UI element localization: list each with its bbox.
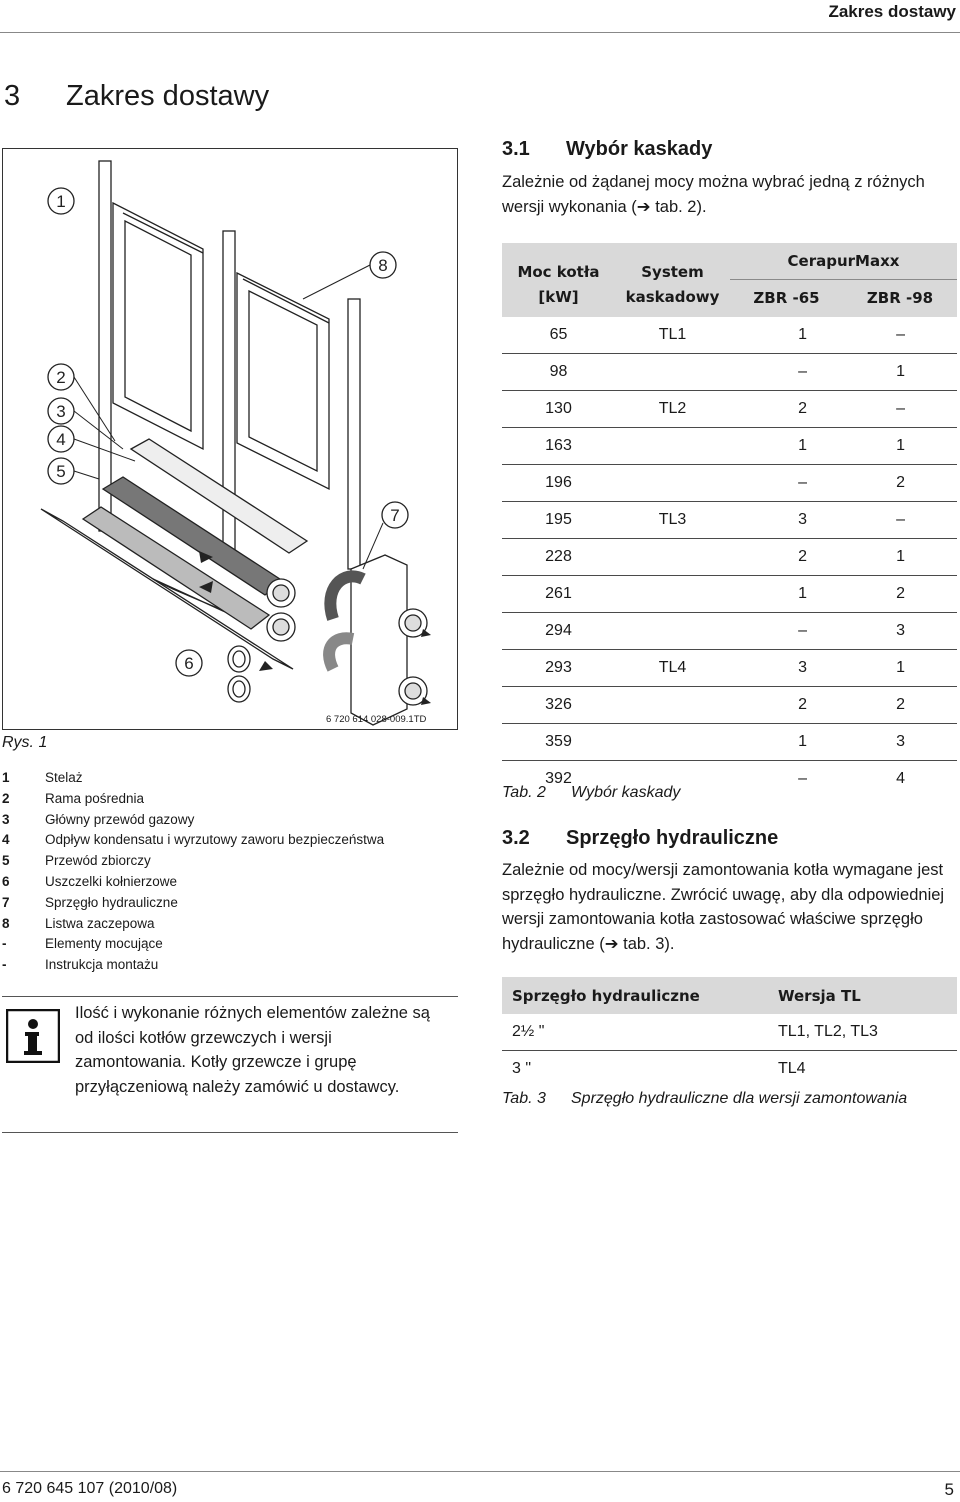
table-row: [502, 539, 957, 576]
legend-key: 5: [2, 853, 10, 869]
cell-power: 293: [502, 650, 615, 687]
info-icon: [6, 1009, 60, 1063]
legend-key: -: [2, 957, 7, 973]
cell-zbr65: 1: [730, 724, 843, 761]
subsection-heading-cascade: [502, 138, 712, 161]
cell-zbr98: 2: [843, 576, 957, 613]
legend-key: -: [2, 936, 7, 952]
cell-system: [615, 613, 730, 650]
cell-zbr65: 3: [730, 650, 843, 687]
cell-system: [615, 539, 730, 576]
legend-item: [2, 810, 384, 831]
footer-rule: [0, 1471, 960, 1472]
cell-system: TL2: [615, 391, 730, 428]
legend-text: Główny przewód gazowy: [45, 811, 195, 827]
callout-8: 8: [378, 256, 388, 275]
coupler-table: [502, 977, 957, 1087]
cell-zbr65: –: [730, 354, 843, 391]
cell-zbr65: –: [798, 770, 807, 787]
callout-2: 2: [56, 368, 66, 387]
cell-coupler: 3 ": [512, 1060, 532, 1077]
table-row: [502, 1014, 957, 1051]
table-row: [502, 576, 957, 613]
legend-item: [2, 914, 384, 935]
section-number: 3: [4, 80, 21, 112]
note-top-rule: [2, 996, 458, 997]
col-header-system-line1: System: [641, 263, 704, 281]
cell-zbr98: 2: [843, 465, 957, 502]
cell-power: 163: [502, 428, 615, 465]
cell-zbr65: 2: [730, 391, 843, 428]
table-row: [502, 428, 957, 465]
cell-zbr65: 1: [730, 576, 843, 613]
section-heading: [4, 80, 269, 113]
note-bottom-rule: [2, 1132, 458, 1133]
cell-zbr98: 4: [896, 770, 905, 787]
table-row: [502, 317, 957, 354]
legend-text: Elementy mocujące: [45, 936, 163, 952]
cell-zbr98: 3: [843, 724, 957, 761]
legend-key: 7: [2, 894, 10, 910]
cell-power: 130: [502, 391, 615, 428]
cell-zbr98: 3: [843, 613, 957, 650]
legend-key: 6: [2, 873, 10, 889]
subsection-title: Sprzęgło hydrauliczne: [566, 827, 779, 849]
table-row: [502, 613, 957, 650]
figure-code: 6 720 614 028-009.1TD: [326, 714, 427, 725]
table-row: [502, 724, 957, 761]
cell-power: 98: [502, 354, 615, 391]
legend-text: Odpływ kondensatu i wyrzutowy zaworu bezpieczeństwa: [45, 832, 385, 848]
callout-4: 4: [56, 430, 66, 449]
figure-legend: [2, 768, 384, 976]
cell-power: 294: [502, 613, 615, 650]
legend-text: Rama pośrednia: [45, 790, 145, 806]
cell-zbr65: –: [730, 465, 843, 502]
table3-caption-label: Tab. 3: [502, 1090, 546, 1107]
legend-item: [2, 893, 384, 914]
table-row: [502, 354, 957, 391]
cell-system: [615, 354, 730, 391]
legend-item: [2, 955, 384, 976]
callout-3: 3: [56, 402, 66, 421]
cell-zbr65: –: [730, 613, 843, 650]
cell-system: TL4: [615, 650, 730, 687]
header-rule: [0, 32, 960, 33]
subsection-number: 3.2: [502, 827, 530, 849]
table3-caption-text: Sprzęgło hydrauliczne dla wersji zamontowania: [571, 1090, 908, 1107]
cell-power: 326: [502, 687, 615, 724]
table-row: [502, 465, 957, 502]
col-header-zbr65: ZBR -65: [730, 279, 843, 317]
callout-5: 5: [56, 462, 66, 481]
legend-item: [2, 934, 384, 955]
table2-caption-text: Wybór kaskady: [571, 784, 681, 801]
assembly-illustration: [3, 149, 457, 729]
legend-text: Sprzęgło hydrauliczne: [45, 894, 178, 910]
callout-7: 7: [390, 506, 400, 525]
cascade-intro-text: Zależnie od żądanej mocy można wybrać jedną z różnych wersji wykonania (➔ tab. 2).: [502, 173, 925, 216]
legend-text: Instrukcja montażu: [45, 957, 159, 973]
legend-text: Stelaż: [45, 770, 83, 785]
legend-item: [2, 851, 384, 872]
coupler-intro-text: Zależnie od mocy/wersji zamontowania kotła wymagane jest sprzęgło hydrauliczne. Zwrócić uwagę, aby dla odpowiedniej wersji zamontowania kotła zastosować właściwe sprzęgło hydrauliczne (➔ tab. 3).: [502, 861, 945, 953]
cell-version: TL4: [778, 1060, 806, 1077]
legend-key: 8: [2, 915, 10, 931]
col-header-system-line2: kaskadowy: [625, 288, 720, 306]
subsection-heading-coupler: [502, 827, 778, 850]
document-number: 6 720 645 107 (2010/08): [2, 1480, 178, 1497]
cell-system: [615, 687, 730, 724]
cell-power: 359: [502, 724, 615, 761]
cell-system: TL1: [615, 317, 730, 354]
table2-caption: [502, 784, 680, 802]
table2-caption-label: Tab. 2: [502, 784, 546, 801]
page-number: 5: [944, 1480, 954, 1499]
legend-item: [2, 768, 384, 789]
cell-system: TL3: [615, 502, 730, 539]
legend-text: Listwa zaczepowa: [45, 915, 155, 931]
cell-system: [615, 465, 730, 502]
table-row: [502, 687, 957, 724]
callout-6: 6: [184, 654, 194, 673]
cell-zbr98: –: [843, 391, 957, 428]
cell-system: [615, 724, 730, 761]
legend-item: [2, 830, 384, 851]
subsection-title: Wybór kaskady: [566, 138, 713, 160]
note-text: Ilość i wykonanie różnych elementów zależne są od ilości kotłów grzewczych i wersji zamontowania. Kotły grzewcze i grupę przyłączeniową należy zamówić u dostawcy.: [75, 1004, 430, 1096]
legend-key: 3: [2, 811, 10, 827]
cell-zbr65: 1: [730, 428, 843, 465]
table-row: [502, 502, 957, 539]
cell-power: 261: [502, 576, 615, 613]
cell-zbr65: 3: [730, 502, 843, 539]
cell-zbr98: 1: [843, 650, 957, 687]
cell-coupler: 2½ ": [502, 1014, 768, 1051]
legend-item: [2, 872, 384, 893]
cell-zbr98: 2: [843, 687, 957, 724]
col-header-coupler: Sprzęgło hydrauliczne: [502, 977, 768, 1014]
cell-zbr98: –: [843, 317, 957, 354]
figure-caption: Rys. 1: [2, 734, 48, 751]
cell-zbr98: 1: [843, 539, 957, 576]
col-header-power-line2: [kW]: [538, 288, 579, 306]
running-header: Zakres dostawy: [828, 2, 956, 21]
cascade-table: [502, 243, 957, 797]
cell-zbr65: 2: [730, 687, 843, 724]
cell-zbr98: –: [843, 502, 957, 539]
col-header-zbr98: ZBR -98: [843, 279, 957, 317]
cell-power: 196: [502, 465, 615, 502]
cell-power: 228: [502, 539, 615, 576]
col-header-power-line1: Moc kotła: [517, 263, 600, 281]
cell-power: 65: [502, 317, 615, 354]
table3-caption: [502, 1090, 907, 1108]
cell-version: TL1, TL2, TL3: [768, 1014, 957, 1051]
col-header-system: [615, 243, 730, 317]
cell-zbr98: 1: [843, 428, 957, 465]
cell-power: 195: [502, 502, 615, 539]
legend-key: 2: [2, 790, 10, 806]
legend-text: Uszczelki kołnierzowe: [45, 873, 178, 889]
subsection-number: 3.1: [502, 138, 530, 160]
legend-key: 1: [2, 770, 10, 785]
cell-zbr65: 2: [730, 539, 843, 576]
callout-1: 1: [56, 192, 66, 211]
col-header-power: [502, 243, 615, 317]
cell-zbr98: 1: [843, 354, 957, 391]
col-header-version: Wersja TL: [768, 977, 957, 1014]
table-row: [502, 391, 957, 428]
col-header-group: CerapurMaxx: [730, 243, 957, 279]
table-row: [502, 1051, 957, 1088]
cell-system: [615, 428, 730, 465]
section-title: Zakres dostawy: [66, 80, 270, 112]
table-row: [502, 650, 957, 687]
cell-system: [615, 576, 730, 613]
legend-text: Przewód zbiorczy: [45, 853, 151, 869]
cell-zbr65: 1: [730, 317, 843, 354]
cell-power: 392: [545, 770, 572, 787]
legend-item: [2, 789, 384, 810]
legend-key: 4: [2, 832, 10, 848]
figure-frame: [2, 148, 458, 730]
